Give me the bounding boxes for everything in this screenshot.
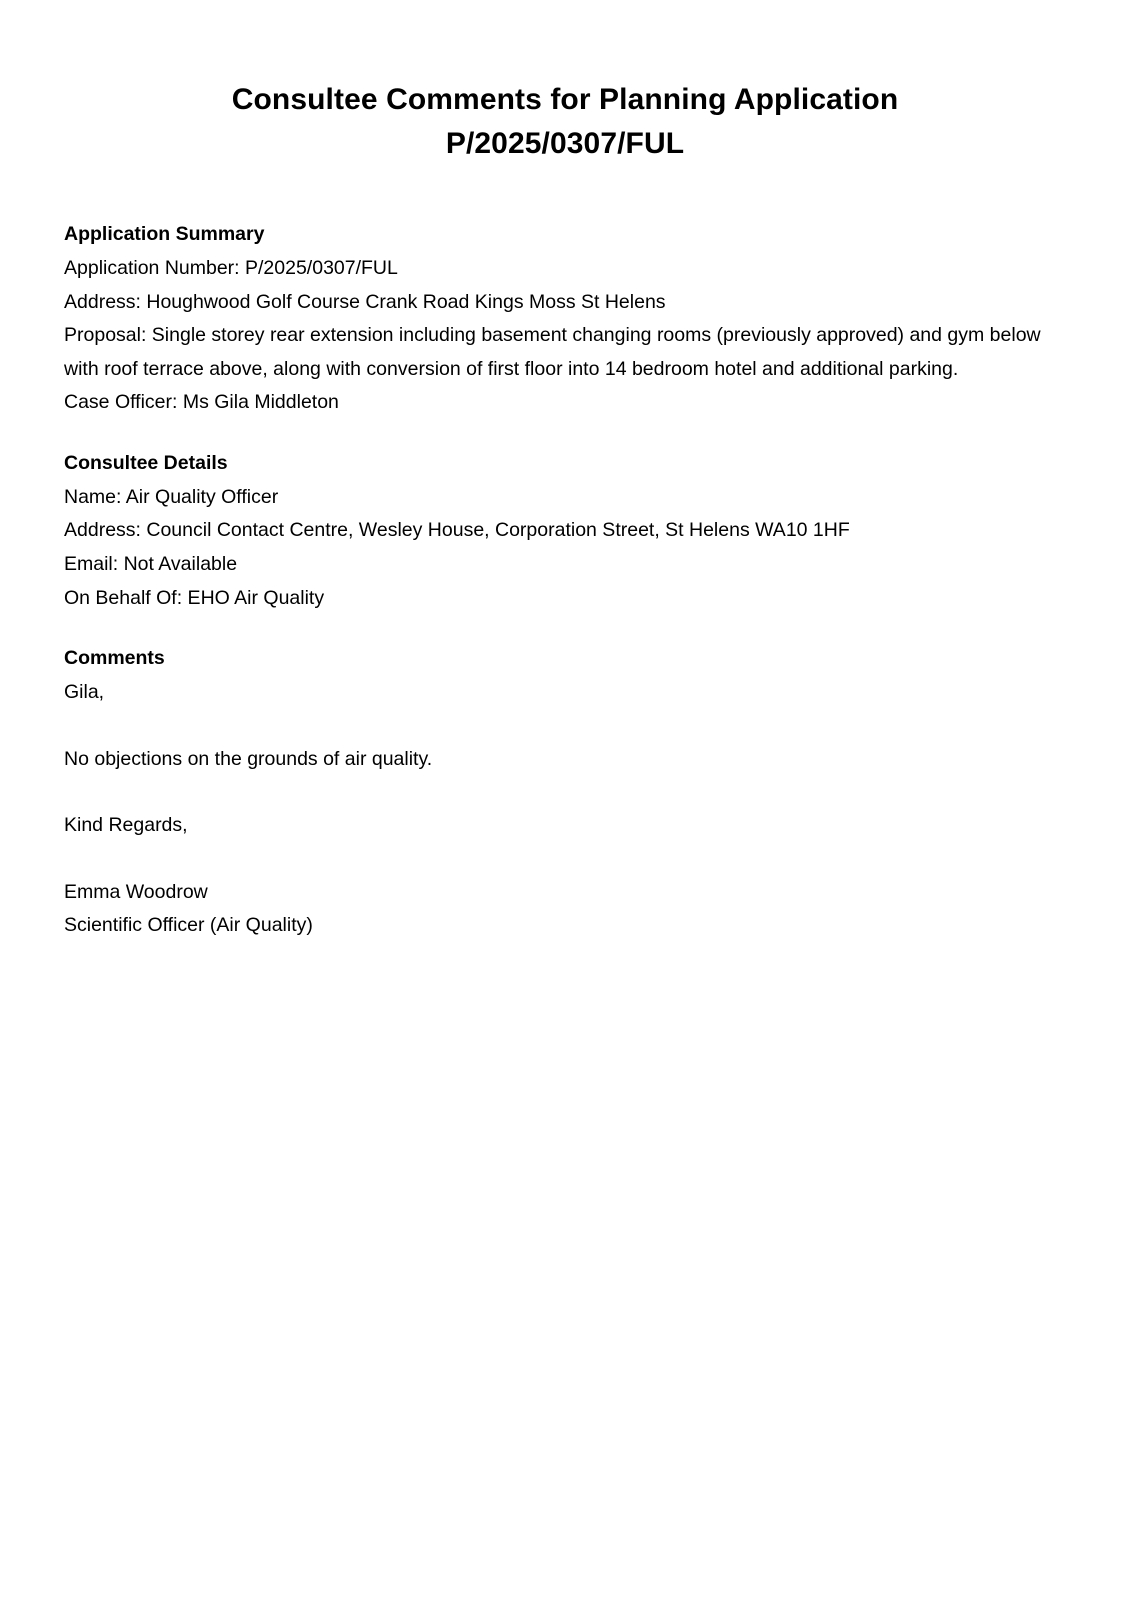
case-officer: Case Officer: Ms Gila Middleton bbox=[64, 391, 339, 414]
application-proposal: Proposal: Single storey rear extension including basement changing rooms (previously approved) and gym below with roof terrace above, along with conversion of first floor into 14 bedroom hotel and additional parking. bbox=[64, 324, 1041, 380]
signature-name: Emma Woodrow bbox=[64, 880, 208, 903]
comments-heading: Comments bbox=[64, 647, 165, 670]
comments-salutation: Gila, bbox=[64, 681, 105, 704]
consultee-address: Address: Council Contact Centre, Wesley House, Corporation Street, St Helens WA10 1HF bbox=[64, 519, 850, 542]
signature-role: Scientific Officer (Air Quality) bbox=[64, 914, 313, 937]
document-content bbox=[0, 217, 1130, 943]
page-title bbox=[0, 0, 1130, 165]
application-summary-section bbox=[64, 217, 1066, 420]
consultee-details-heading: Consultee Details bbox=[64, 451, 228, 474]
consultee-on-behalf-of: On Behalf Of: EHO Air Quality bbox=[64, 586, 325, 609]
application-address: Address: Houghwood Golf Course Crank Road Kings Moss St Helens bbox=[64, 290, 666, 313]
comments-section bbox=[64, 641, 1066, 943]
consultee-name: Name: Air Quality Officer bbox=[64, 485, 279, 508]
application-number: Application Number: P/2025/0307/FUL bbox=[64, 257, 398, 280]
consultee-email: Email: Not Available bbox=[64, 552, 238, 575]
comments-spacer-1 bbox=[64, 710, 1066, 743]
page-title-line-2: P/2025/0307/FUL bbox=[445, 126, 685, 160]
application-summary-heading: Application Summary bbox=[64, 223, 265, 245]
consultee-details-section bbox=[64, 446, 1066, 615]
comments-sign-off: Kind Regards, bbox=[64, 814, 188, 837]
comments-spacer-2 bbox=[64, 776, 1066, 809]
comments-spacer-3 bbox=[64, 843, 1066, 876]
page-title-line-1: Consultee Comments for Planning Application bbox=[231, 83, 899, 116]
comments-body-text: No objections on the grounds of air quality. bbox=[64, 747, 433, 770]
